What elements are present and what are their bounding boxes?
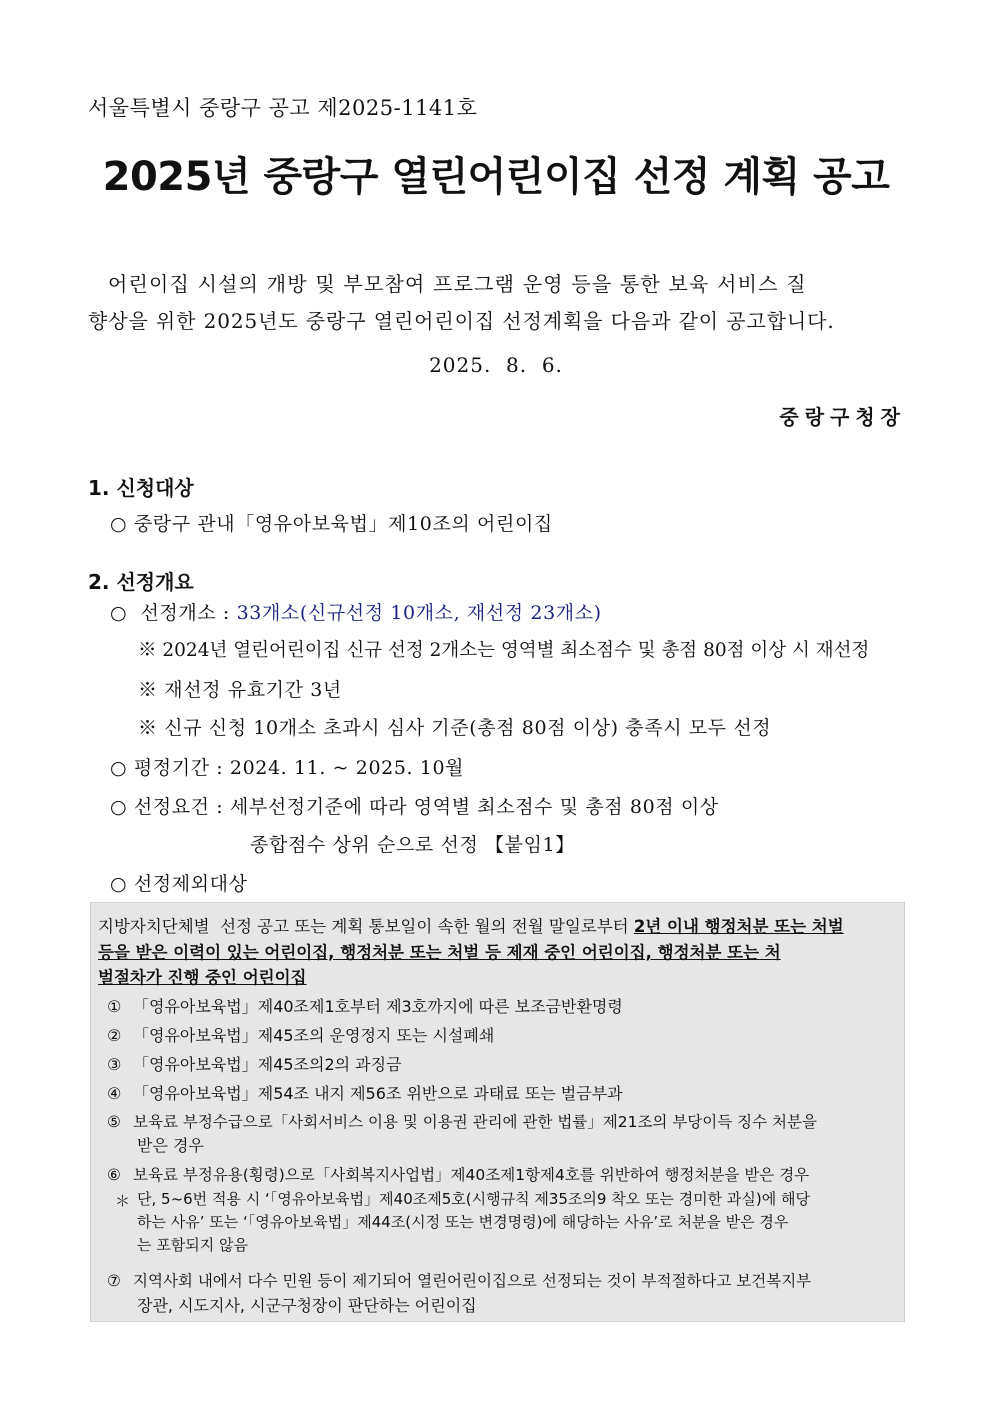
signer: 중랑구청장 [779, 405, 906, 429]
exclusion-item-5-cont: 받은 경우 [137, 1136, 204, 1155]
section-1-heading: 1. 신청대상 [88, 476, 194, 500]
item-number: ② [107, 1026, 122, 1045]
exclusion-heading: ○ 선정제외대상 [110, 873, 248, 895]
selection-count-value: 33개소(신규선정 10개소, 재선정 23개소) [236, 602, 602, 624]
selection-requirement-cont: 종합점수 상위 순으로 선정 【붙임1】 [250, 834, 575, 856]
exclusion-item-7-cont: 장관, 시도지사, 시군구청장이 판단하는 어린이집 [137, 1296, 477, 1315]
exclusion-box [90, 902, 905, 1322]
item-text: 지역사회 내에서 다수 민원 등이 제기되어 열린어린이집으로 선정되는 것이 부적절하다고 보건복지부 [133, 1272, 812, 1290]
exclusion-intro-line-1 [98, 913, 844, 937]
selection-count [110, 598, 602, 625]
selection-requirement: ○ 선정요건 : 세부선정기준에 따라 영역별 최소점수 및 총점 80점 이상 [110, 796, 719, 818]
item-text: 보육료 부정유용(횡령)으로「사회복지사업법」제40조제1항제4호를 위반하여 행정처분을 받은 경우 [133, 1166, 810, 1184]
exclusion-intro-line-2: 등을 받은 이력이 있는 어린이집, 행정처분 또는 처벌 등 제재 중인 어린이집, 행정처분 또는 처 [98, 943, 781, 962]
exclusion-intro-line-3: 벌절차가 진행 중인 어린이집 [98, 968, 307, 987]
note-validity: ※ 재선정 유효기간 3년 [138, 679, 342, 701]
exclusion-note-line-1: 단, 5~6번 적용 시 ‘「영유아보육법」제40조제5호(시행규칙 제35조의9 착오 또는 경미한 과실)에 해당 [137, 1190, 811, 1208]
item-number: ⑤ [107, 1113, 121, 1131]
note-new-applications: ※ 신규 신청 10개소 초과시 심사 기준(총점 80점 이상) 충족시 모두 선정 [138, 717, 772, 739]
evaluation-period: ○ 평정기간 : 2024. 11. ~ 2025. 10월 [110, 757, 465, 779]
note-reselection: ※ 2024년 열린어린이집 신규 선정 2개소는 영역별 최소점수 및 총점 80점 이상 시 재선정 [138, 640, 870, 661]
exclusion-item-4 [107, 1081, 623, 1104]
item-text: 보육료 부정수급으로「사회서비스 이용 및 이용권 관리에 관한 법률」제21조의 부당이득 징수 처분을 [133, 1113, 817, 1131]
item-text: 「영유아보육법」제40조제1호부터 제3호까지에 따른 보조금반환명령 [133, 997, 623, 1016]
exclusion-item-1 [107, 994, 623, 1017]
exclusion-item-7 [107, 1269, 811, 1291]
exclusion-item-3 [107, 1052, 402, 1075]
item-number: ⑦ [107, 1272, 121, 1290]
item-number: ⑥ [107, 1166, 121, 1184]
item-text: 「영유아보육법」제45조의 운영정지 또는 시설폐쇄 [133, 1026, 495, 1045]
exclusion-note-mark: ＊ [115, 1192, 131, 1210]
exclusion-item-2 [107, 1023, 494, 1046]
item-number: ① [107, 997, 122, 1016]
notice-number: 서울특별시 중랑구 공고 제2025-1141호 [88, 96, 478, 120]
item-number: ④ [107, 1084, 122, 1103]
section-2-heading: 2. 선정개요 [88, 570, 194, 594]
exclusion-item-5 [107, 1110, 817, 1132]
exclusion-note-line-2: 하는 사유’ 또는 ‘「영유아보육법」제44조(시정 또는 변경명령)에 해당하는 사유’로 처분을 받은 경우 [137, 1213, 789, 1231]
selection-count-label: ○ 선정개소 : [110, 602, 237, 624]
item-number: ③ [107, 1055, 122, 1074]
item-text: 「영유아보육법」제45조의2의 과징금 [133, 1055, 402, 1074]
exclusion-intro-plain: 지방자치단체별 선정 공고 또는 계획 통보일이 속한 월의 전월 말일로부터 [98, 917, 634, 936]
exclusion-intro-emph-1: 2년 이내 행정처분 또는 처벌 [633, 917, 844, 936]
document-title: 2025년 중랑구 열린어린이집 선정 계획 공고 [102, 154, 890, 200]
intro-line-2: 향상을 위한 2025년도 중랑구 열린어린이집 선정계획을 다음과 같이 공고합니다. [88, 309, 835, 333]
exclusion-note-line-3: 는 포함되지 않음 [137, 1236, 248, 1254]
intro-line-1: 어린이집 시설의 개방 및 부모참여 프로그램 운영 등을 통한 보육 서비스 질 [108, 272, 807, 296]
item-text: 「영유아보육법」제54조 내지 제56조 위반으로 과태료 또는 벌금부과 [133, 1084, 623, 1103]
notice-date: 2025. 8. 6. [429, 353, 563, 377]
section-1-item: ○ 중랑구 관내「영유아보육법」제10조의 어린이집 [110, 513, 553, 535]
exclusion-item-6 [107, 1163, 809, 1185]
